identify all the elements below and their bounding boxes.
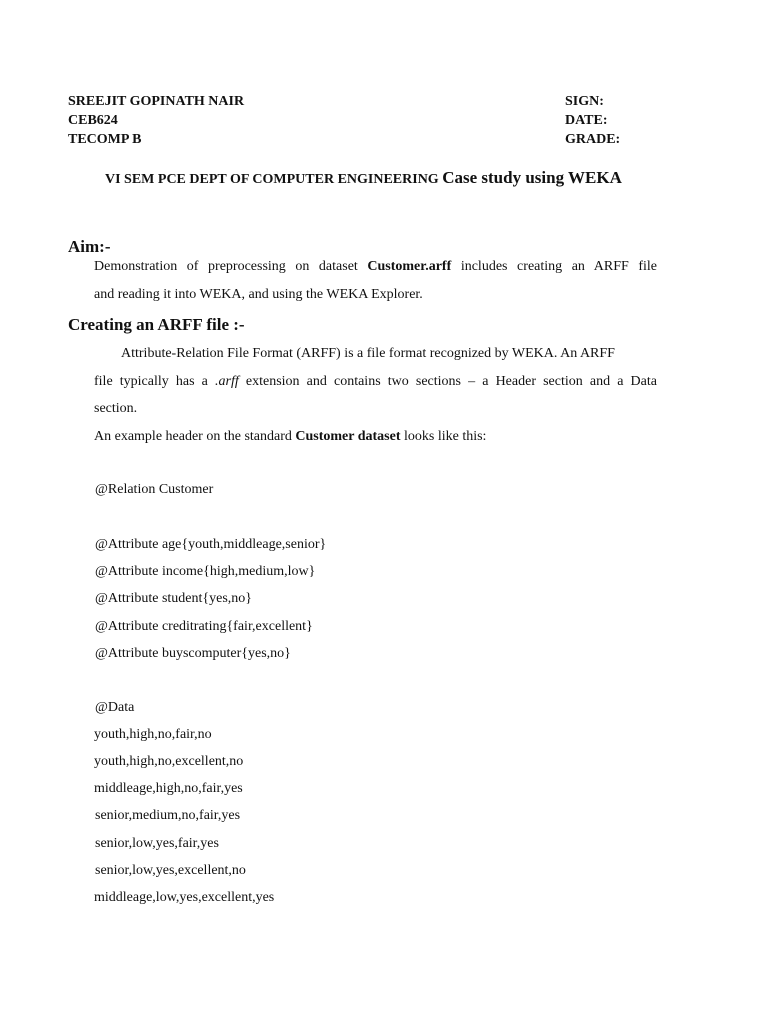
aim-text-before: Demonstration of preprocessing on dataset [94, 259, 358, 274]
example-intro [94, 423, 486, 451]
grade-label: GRADE: [565, 132, 621, 147]
data-row: youth,high,no,fair,no [94, 727, 212, 742]
relation-line: @Relation Customer [95, 482, 214, 497]
arff-extension: .arff [215, 374, 239, 389]
data-row: youth,high,no,excellent,no [94, 754, 244, 769]
arff-line-3: section. [94, 401, 138, 416]
example-after: looks like this: [404, 429, 487, 444]
aim-line-1 [94, 253, 657, 281]
data-row: senior,low,yes,excellent,no [95, 863, 246, 878]
aim-line-2: and reading it into WEKA, and using the WEKA Explorer. [94, 287, 423, 302]
document-title [105, 168, 622, 188]
arff-heading: Creating an ARFF file :- [68, 315, 245, 334]
arff-line-2-before: file typically has a [94, 374, 208, 389]
arff-line-2-after: extension and contains two sections – a Header section and a Data [245, 374, 657, 389]
aim-dataset-name: Customer.arff [367, 259, 452, 274]
title-dept: VI SEM PCE DEPT OF COMPUTER ENGINEERING [105, 172, 439, 187]
sign-label: SIGN: [565, 94, 604, 109]
arff-line-2 [94, 368, 657, 396]
attribute-line: @Attribute income{high,medium,low} [95, 564, 316, 579]
arff-line-1: Attribute-Relation File Format (ARFF) is a file format recognized by WEKA. An ARFF [121, 346, 615, 361]
data-row: middleage,low,yes,excellent,yes [94, 890, 275, 905]
student-class: TECOMP B [68, 132, 142, 147]
title-case-study: Case study using WEKA [442, 168, 622, 187]
student-name: SREEJIT GOPINATH NAIR [68, 94, 245, 109]
attribute-line: @Attribute creditrating{fair,excellent} [95, 619, 313, 634]
date-label: DATE: [565, 113, 608, 128]
aim-text-after: includes creating an ARFF file [460, 259, 657, 274]
data-row: senior,low,yes,fair,yes [95, 836, 219, 851]
aim-heading: Aim:- [68, 237, 111, 256]
data-row: senior,medium,no,fair,yes [95, 808, 241, 823]
attribute-line: @Attribute age{youth,middleage,senior} [95, 537, 327, 552]
attribute-line: @Attribute student{yes,no} [95, 591, 252, 606]
example-before: An example header on the standard [94, 429, 292, 444]
student-id: CEB624 [68, 113, 118, 128]
example-dataset: Customer dataset [295, 429, 401, 444]
data-label: @Data [95, 700, 135, 715]
attribute-line: @Attribute buyscomputer{yes,no} [95, 646, 291, 661]
data-row: middleage,high,no,fair,yes [94, 781, 243, 796]
